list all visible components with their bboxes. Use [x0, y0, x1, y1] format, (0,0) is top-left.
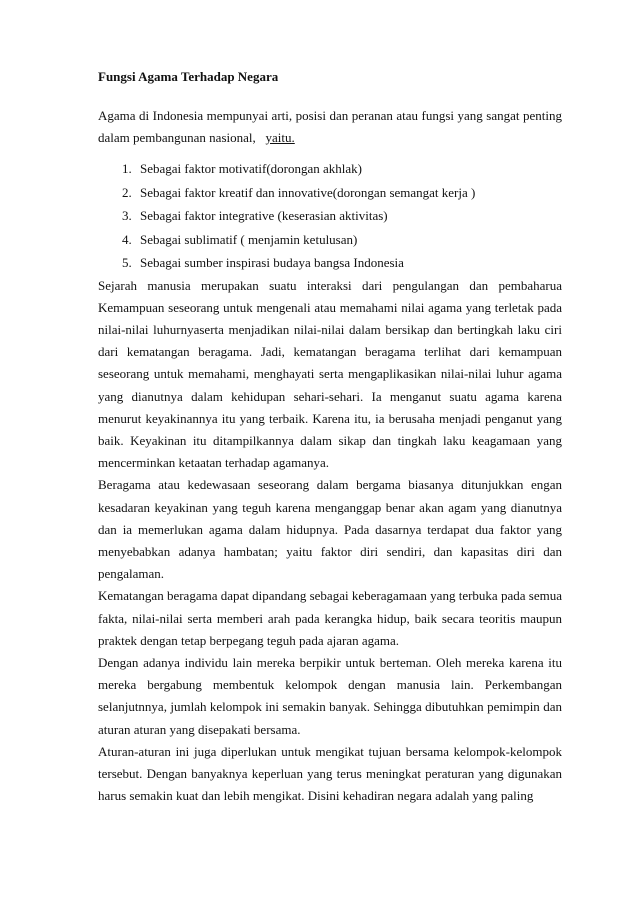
paragraph-sejarah: Sejarah manusia merupakan suatu interaksi dari pengulangan dan pembaharua Kemampuan seseorang untuk mengenali atau memahami nilai agama yang terletak pada nilai-nilai luhurnyaserta menjadikan nilai-nilai dalam bersikap dan bertingkah laku ciri dari kematangan beragama. Jadi, kematangan beragama terlihat dari kemampuan seseorang untuk memahami, menghayati serta mengaplikasikan nilai-nilai luhur agama yang dianutnya dalam kehidupan sehari-sehari. Ia menganut suatu agama karena menurut keyakinannya itu yang terbaik. Karena itu, ia berusaha menjadi penganut yang baik. Keyakinan itu ditampilkannya dalam sikap dan tingkah laku keagamaan yang mencerminkan ketaatan terhadap agamanya. — [98, 277, 562, 471]
paragraph-beragama: Beragama atau kedewasaan seseorang dalam bergama biasanya ditunjukkan engan kesadaran keyakinan yang teguh karena menganggap benar akan agam yang dianutnya dan ia memerlukan agama dalam hidupnya. Pada dasarnya terdapat dua faktor yang menyebabkan adanya hambatan; yaitu faktor diri sendiri, dan kapasitas diri dan pengalaman. — [98, 477, 562, 582]
function-list — [98, 157, 562, 275]
list-item — [122, 228, 562, 252]
list-item — [122, 181, 562, 205]
paragraph-individu: Dengan adanya individu lain mereka berpikir untuk berteman. Oleh mereka karena itu mereka bergabung membentuk kelompok dengan manusia lain. Perkembangan selanjutnnya, jumlah kelompok ini semakin banyak. Sehingga dibutuhkan pemimpin dan aturan aturan yang disepakati bersama. — [98, 654, 562, 737]
list-item-text: Sebagai faktor motivatif(dorongan akhlak) — [140, 161, 363, 176]
document-title: Fungsi Agama Terhadap Negara — [98, 69, 279, 84]
document-body — [98, 68, 562, 807]
paragraph-aturan: Aturan-aturan ini juga diperlukan untuk mengikat tujuan bersama kelompok-kelompok tersebut. Dengan banyaknya keperluan yang terus meningkat peraturan yang digunakan harus semakin kuat dan lebih mengikat. Disini kehadiran negara adalah yang paling — [98, 743, 562, 804]
list-item-text: Sebagai sublimatif ( menjamin ketulusan) — [140, 231, 358, 247]
list-item — [122, 251, 562, 275]
list-item — [122, 157, 562, 181]
list-item — [122, 204, 562, 228]
intro-tail: yaitu. — [265, 130, 295, 145]
intro-paragraph — [98, 105, 562, 149]
list-number: 5. — [122, 255, 132, 270]
list-item-text: Sebagai sumber inspirasi budaya bangsa Indonesia — [140, 255, 404, 270]
list-number: 2. — [122, 184, 132, 200]
list-item-text: Sebagai faktor integrative (keserasian aktivitas) — [140, 208, 388, 223]
list-number: 1. — [122, 161, 132, 176]
list-item-text: Sebagai faktor kreatif dan innovative(dorongan semangat kerja ) — [140, 184, 476, 200]
list-number: 3. — [122, 208, 132, 223]
intro-text: Agama di Indonesia mempunyai arti, posisi dan peranan atau fungsi yang sangat penting dalam pembangunan nasional, — [98, 108, 562, 145]
list-number: 4. — [122, 231, 132, 247]
paragraph-kematangan: Kematangan beragama dapat dipandang sebagai keberagamaan yang terbuka pada semua fakta, nilai-nilai serta memberi arah pada kerangka hidup, baik secara teoritis maupun praktek dengan tetap berpegang teguh pada ajaran agama. — [98, 588, 562, 648]
